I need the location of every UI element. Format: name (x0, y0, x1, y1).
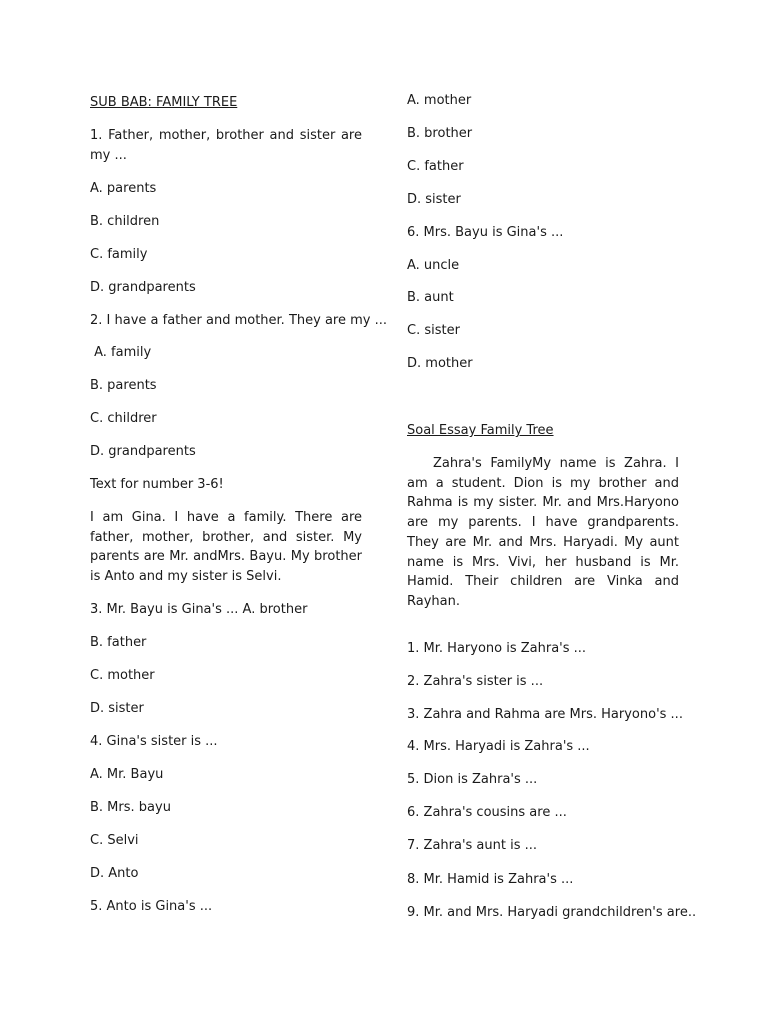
question-4: 4. Gina's sister is ... (90, 734, 218, 749)
essay-question-2: 2. Zahra's sister is ... (407, 674, 544, 689)
q1-option-c: C. family (90, 247, 148, 262)
q3-option-c: C. mother (90, 668, 155, 683)
q2-option-a: A. family (90, 345, 152, 360)
q3-option-b: B. father (90, 635, 147, 650)
q5-option-b: B. brother (407, 126, 473, 141)
q6-option-b: B. aunt (407, 290, 454, 305)
q3-option-d: D. sister (90, 701, 144, 716)
q4-option-d: D. Anto (90, 866, 139, 881)
q1-option-b: B. children (90, 214, 160, 229)
question-1: 1. Father, mother, brother and sister are my ... (90, 128, 362, 163)
essay-question-8: 8. Mr. Hamid is Zahra's ... (407, 872, 574, 887)
q6-option-d: D. mother (407, 356, 473, 371)
q1-option-a: A. parents (90, 181, 157, 196)
essay-question-7: 7. Zahra's aunt is ... (407, 838, 538, 853)
q1-option-d: D. grandparents (90, 280, 196, 295)
essay-question-9: 9. Mr. and Mrs. Haryadi grandchildren's are.. (407, 905, 697, 920)
q6-option-a: A. uncle (407, 258, 460, 273)
q4-option-a: A. Mr. Bayu (90, 767, 164, 782)
q2-option-d: D. grandparents (90, 444, 196, 459)
essay-question-6: 6. Zahra's cousins are ... (407, 805, 567, 820)
reading-text-paragraph: I am Gina. I have a family. There are father, mother, brother, and sister. My parents are Mr. andMrs. Bayu. My brother is Anto and my sister is Selvi. (90, 510, 362, 585)
essay-question-5: 5. Dion is Zahra's ... (407, 772, 538, 787)
essay-paragraph: Zahra's FamilyMy name is Zahra. I am a student. Dion is my brother and Rahma is my sister. Mr. and Mrs.Haryono are my parents. I have grandparents. They are Mr. and Mrs. Haryadi. My aunt name is Mrs. Vivi, her husband is Mr. Hamid. Their children are Vinka and Rayhan. (407, 456, 679, 609)
section-heading: SUB BAB: FAMILY TREE (90, 95, 238, 110)
essay-question-3: 3. Zahra and Rahma are Mrs. Haryono's ... (407, 707, 683, 722)
q5-option-a: A. mother (407, 93, 472, 108)
essay-question-1: 1. Mr. Haryono is Zahra's ... (407, 641, 587, 656)
q4-option-b: B. Mrs. bayu (90, 800, 171, 815)
q2-option-c: C. childrer (90, 411, 157, 426)
reading-text-intro: Text for number 3-6! (90, 477, 224, 492)
question-2: 2. I have a father and mother. They are my ... (90, 313, 387, 328)
q2-option-b: B. parents (90, 378, 157, 393)
q5-option-d: D. sister (407, 192, 461, 207)
essay-question-4: 4. Mrs. Haryadi is Zahra's ... (407, 739, 590, 754)
question-3: 3. Mr. Bayu is Gina's ... A. brother (90, 602, 308, 617)
q6-option-c: C. sister (407, 323, 460, 338)
q5-option-c: C. father (407, 159, 464, 174)
essay-heading: Soal Essay Family Tree (407, 423, 554, 438)
question-6: 6. Mrs. Bayu is Gina's ... (407, 225, 564, 240)
q4-option-c: C. Selvi (90, 833, 139, 848)
question-5: 5. Anto is Gina's ... (90, 899, 213, 914)
